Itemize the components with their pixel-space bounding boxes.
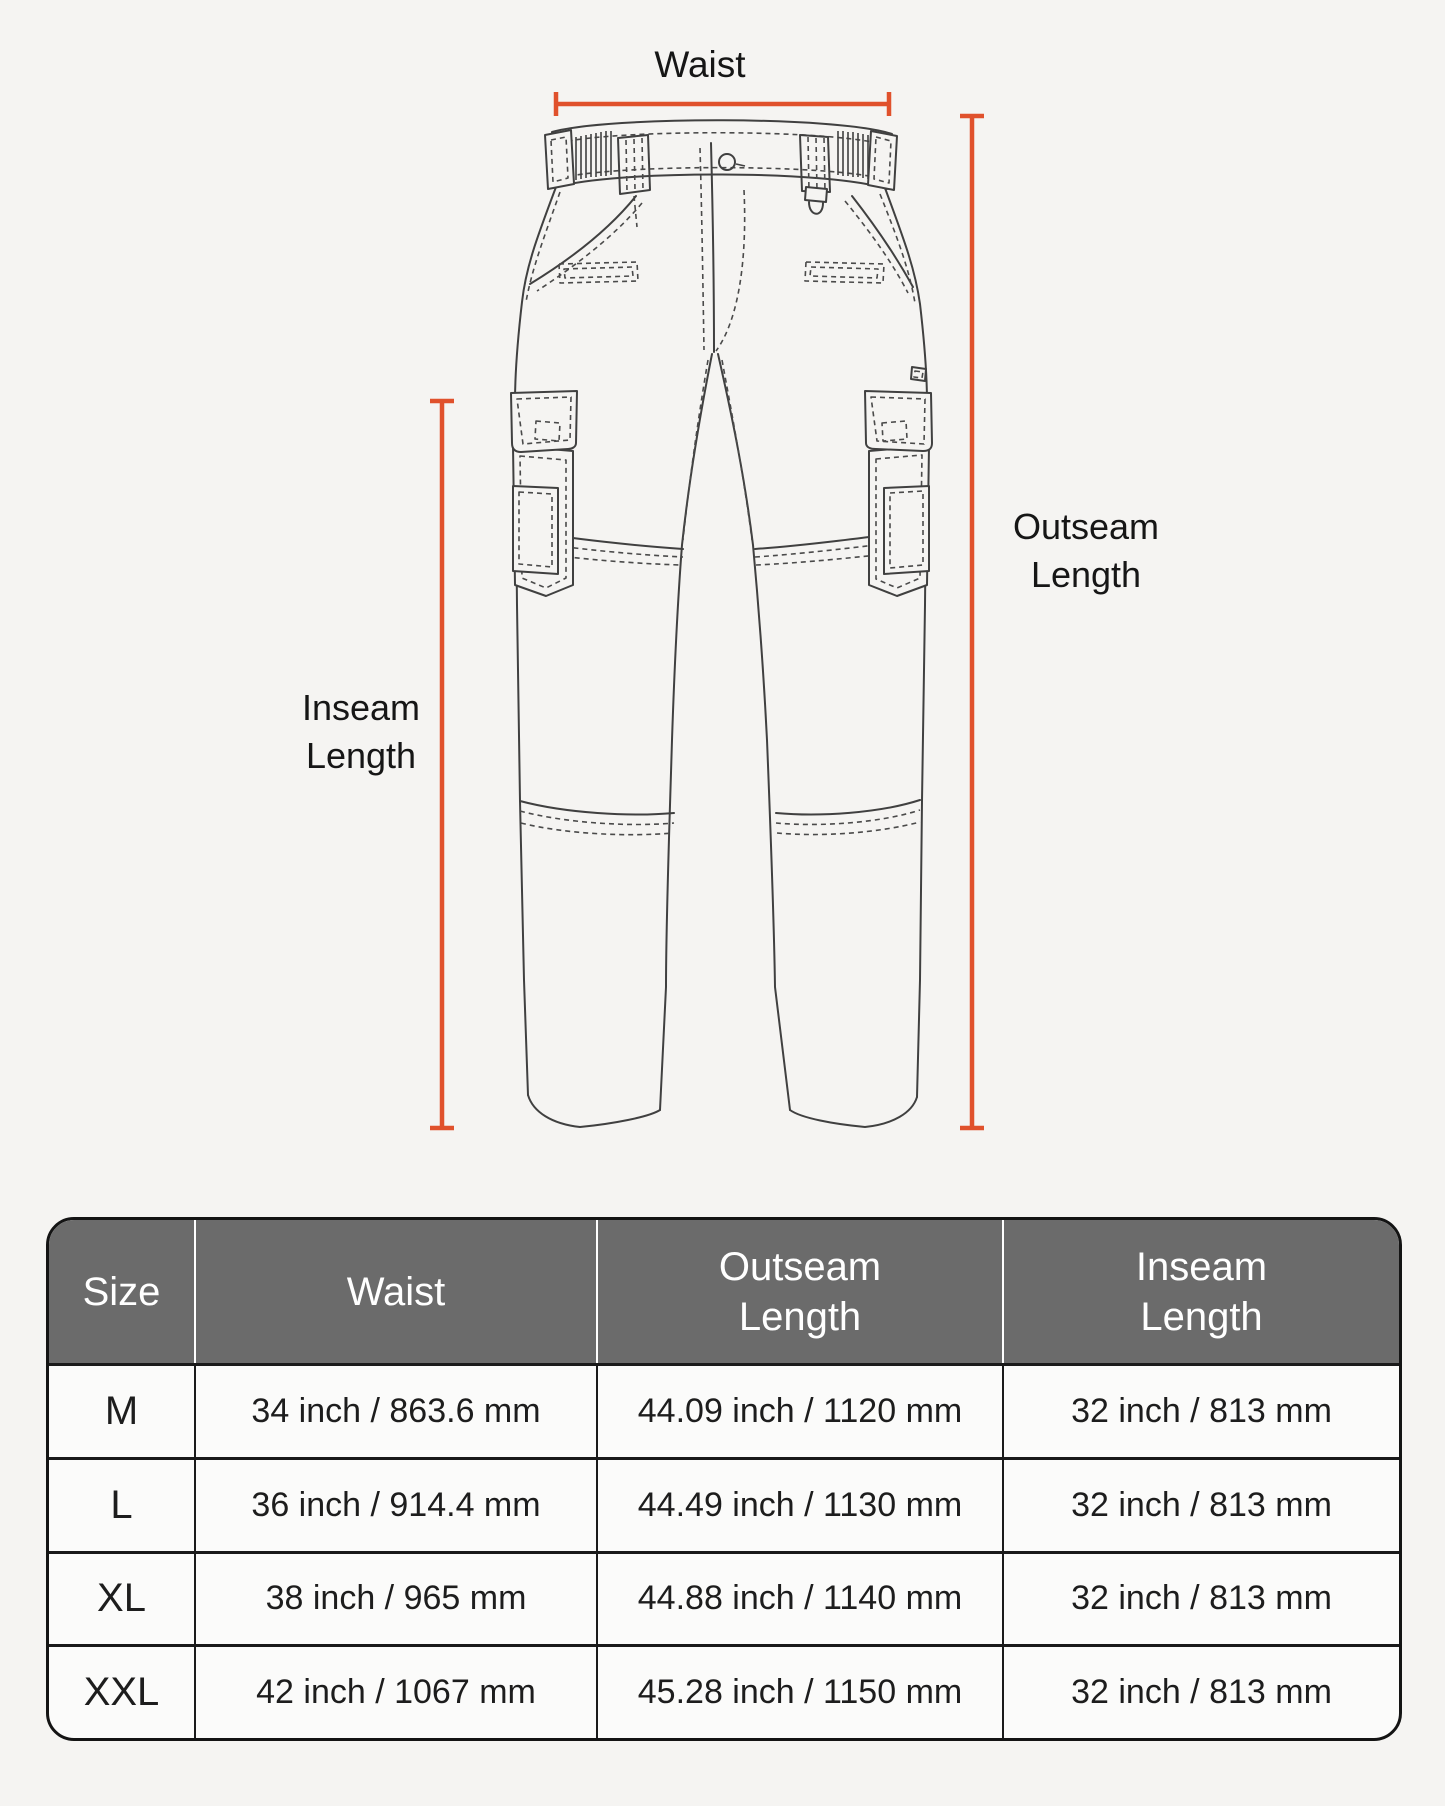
front-pockets bbox=[526, 192, 915, 303]
cargo-pocket-right bbox=[865, 391, 932, 596]
cell-outseam: 44.09 inch / 1120 mm bbox=[596, 1366, 1002, 1457]
knee-zipoff-seam bbox=[520, 800, 920, 835]
cell-inseam: 32 inch / 813 mm bbox=[1002, 1366, 1399, 1457]
column-header-waist-label: Waist bbox=[346, 1269, 446, 1314]
size-chart-table bbox=[46, 1217, 1402, 1741]
column-header-inseam-label: Inseam Length bbox=[1135, 1244, 1268, 1339]
pants-outline bbox=[515, 187, 927, 1127]
welt-pocket-left bbox=[559, 262, 638, 283]
outseam-measure-line bbox=[960, 116, 984, 1128]
side-seam-tab bbox=[911, 367, 926, 381]
cargo-flap-left bbox=[511, 391, 577, 452]
elastic-ribs-left bbox=[576, 131, 611, 180]
fly bbox=[683, 143, 752, 540]
cell-inseam: 32 inch / 813 mm bbox=[1002, 1647, 1399, 1738]
column-header-inseam bbox=[1002, 1220, 1399, 1363]
cargo-pocket-left bbox=[511, 391, 577, 596]
waist-measure-line bbox=[556, 92, 889, 116]
thigh-zipoff-seam bbox=[520, 530, 924, 565]
table-row-xl bbox=[49, 1551, 1399, 1645]
cell-waist: 36 inch / 914.4 mm bbox=[194, 1460, 596, 1551]
cell-inseam: 32 inch / 813 mm bbox=[1002, 1554, 1399, 1645]
table-row-l bbox=[49, 1457, 1399, 1551]
cell-waist: 42 inch / 1067 mm bbox=[194, 1647, 596, 1738]
column-header-size bbox=[49, 1220, 194, 1363]
inseam-length-label: Inseam Length bbox=[301, 687, 421, 776]
cell-outseam: 44.49 inch / 1130 mm bbox=[596, 1460, 1002, 1551]
cell-size: L bbox=[110, 1482, 133, 1527]
column-header-waist bbox=[194, 1220, 596, 1363]
d-ring-loop bbox=[805, 187, 827, 214]
cell-outseam: 45.28 inch / 1150 mm bbox=[596, 1647, 1002, 1738]
cell-waist: 34 inch / 863.6 mm bbox=[194, 1366, 596, 1457]
cell-outseam: 44.88 inch / 1140 mm bbox=[596, 1554, 1002, 1645]
column-header-size-label: Size bbox=[82, 1269, 161, 1314]
column-header-outseam bbox=[596, 1220, 1002, 1363]
waist-label: Waist bbox=[654, 44, 746, 85]
cell-inseam: 32 inch / 813 mm bbox=[1002, 1460, 1399, 1551]
column-header-outseam-label: Outseam Length bbox=[718, 1244, 882, 1339]
waist-button bbox=[719, 154, 735, 170]
table-row-xxl bbox=[49, 1644, 1399, 1738]
welt-pocket-right bbox=[805, 262, 884, 283]
size-chart-header-row bbox=[49, 1220, 1399, 1363]
outseam-length-label: Outseam Length bbox=[1012, 506, 1160, 595]
cell-waist: 38 inch / 965 mm bbox=[194, 1554, 596, 1645]
cell-size: M bbox=[104, 1388, 139, 1433]
cell-size: XXL bbox=[83, 1670, 160, 1715]
cell-size: XL bbox=[97, 1576, 146, 1621]
waistband bbox=[545, 120, 897, 227]
table-row-m bbox=[49, 1363, 1399, 1457]
